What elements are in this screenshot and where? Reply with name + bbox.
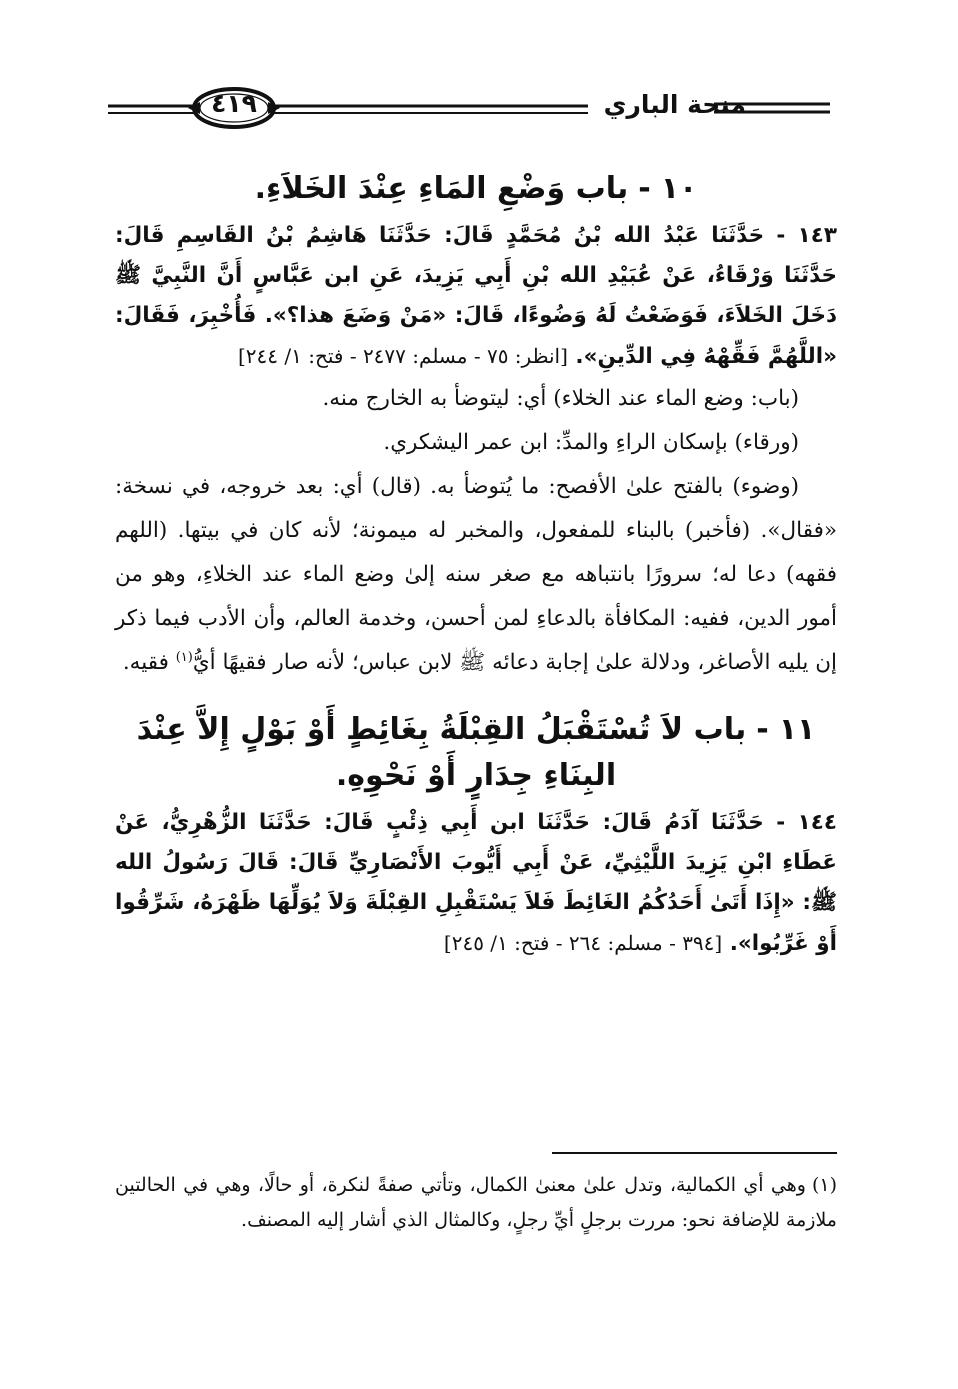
commentary-paragraph: (باب: وضع الماء عند الخلاء) أي: ليتوضأ به الخارج منه. [322, 386, 799, 411]
chapter-number: ١١ [778, 712, 816, 747]
commentary-text: (وضوء) بالفتح علىٰ الأفصح: ما يُتوضأ به. (قال) أي: بعد خروجه، في نسخة: «فقال». (فأخبر) بالبناء للمفعول، والمخبر له ميمونة؛ لأنه كان في بيتها. (اللهم فقهه) دعا له؛ سرورًا بانتباهه مع صغر سنه إلىٰ وضع الماء عند الخلاءِ، وهو من أمور الدين، ففيه: المكافأة بالدعاءِ لمن أحسن، وخدمة العالم، وأن الأدب فيما ذكر إن يليه الأصاغر، ودلالة علىٰ إجابة دعائه ﷺ لابن عباس؛ لأنه صار فقيهًا أيُّ [115, 474, 837, 675]
chapter-heading-11 [115, 707, 837, 799]
chapter-dash: - [756, 712, 769, 747]
hadith-text: ١٤٤ - حَدَّثَنَا آدَمُ قَالَ: حَدَّثَنَا ابن أَبِي ذِئْبٍ قَالَ: حَدَّثَنَا الزُّهْرِيُّ، عَنْ عَطَاءِ ابْنِ يَزِيدَ اللَّيْثِيِّ، عَنْ أَبِي أَيُّوبَ الأَنْصَارِيِّ قَالَ: قَالَ رَسُولُ الله ﷺ: «إِذَا أَتَىٰ أَحَدُكُمُ الغَائِطَ فَلاَ يَسْتَقْبِلِ القِبْلَةَ وَلاَ يُوَلِّهَا ظَهْرَهُ، شَرِّقُوا أَوْ غَرِّبُوا». [115, 810, 837, 956]
footnotes [115, 1168, 837, 1238]
section-gap [115, 685, 837, 707]
chapter-heading-10 [115, 166, 837, 212]
footnote-1 [115, 1168, 837, 1238]
hadith-text: ١٤٣ - حَدَّثَنَا عَبْدُ الله بْنُ مُحَمَّدٍ قَالَ: حَدَّثَنَا هَاشِمُ بْنُ القَاسِمِ قَالَ: حَدَّثَنَا وَرْقَاءُ، عَنْ عُبَيْدِ الله بْنِ أَبِي يَزِيدَ، عَنِ ابن عَبَّاسٍ أَنَّ النَّبِيَّ ﷺ دَخَلَ الخَلاَءَ، فَوَضَعْتُ لَهُ وَضُوءًا، قَالَ: «مَنْ وَضَعَ هذا؟». فَأُخْبِرَ، فَقَالَ: «اللَّهُمَّ فَقِّهْهُ فِي الدِّينِ». [115, 223, 837, 369]
footnote-number: (١) [811, 1174, 837, 1196]
chapter-title: باب لاَ تُسْتَقْبَلُ القِبْلَةُ بِغَائِطٍ أَوْ بَوْلٍ إِلاَّ عِنْدَ البِنَاءِ جِدَارٍ أَوْ نَحْوِهِ. [136, 712, 747, 793]
commentary-10 [115, 377, 837, 685]
footnote-text: وهي أي الكمالية، وتدل علىٰ معنىٰ الكمال، وتأتي صفةً لنكرة، أو حالًا، وهي في الحالتين ملازمة للإضافة نحو: مررت برجلٍ أيِّ رجلٍ، وكالمثال الذي أشار إليه المصنف. [115, 1174, 837, 1231]
hadith-143 [115, 216, 837, 377]
chapter-dash: - [638, 171, 651, 206]
chapter-number: ١٠ [660, 171, 698, 206]
hadith-reference: [انظر: ٧٥ - مسلم: ٢٤٧٧ - فتح: ١/ ٢٤٤] [237, 344, 568, 368]
footnote-marker[interactable]: (١) [175, 649, 193, 665]
commentary-text: فقيه. [122, 650, 176, 675]
footnote-separator [552, 1152, 837, 1154]
running-header [108, 82, 830, 134]
page-content [115, 166, 837, 964]
hadith-144 [115, 803, 837, 964]
book-title: منحة الباري [603, 90, 746, 119]
page-number: ٤١٩ [211, 89, 257, 118]
commentary-paragraph [115, 465, 837, 685]
chapter-title: باب وَضْعِ المَاءِ عِنْدَ الخَلاَءِ. [254, 171, 629, 206]
commentary-paragraph: (ورقاء) بإسكان الراءِ والمدِّ: ابن عمر اليشكري. [383, 430, 799, 455]
hadith-reference: [٣٩٤ - مسلم: ٢٦٤ - فتح: ١/ ٢٤٥] [443, 931, 723, 955]
